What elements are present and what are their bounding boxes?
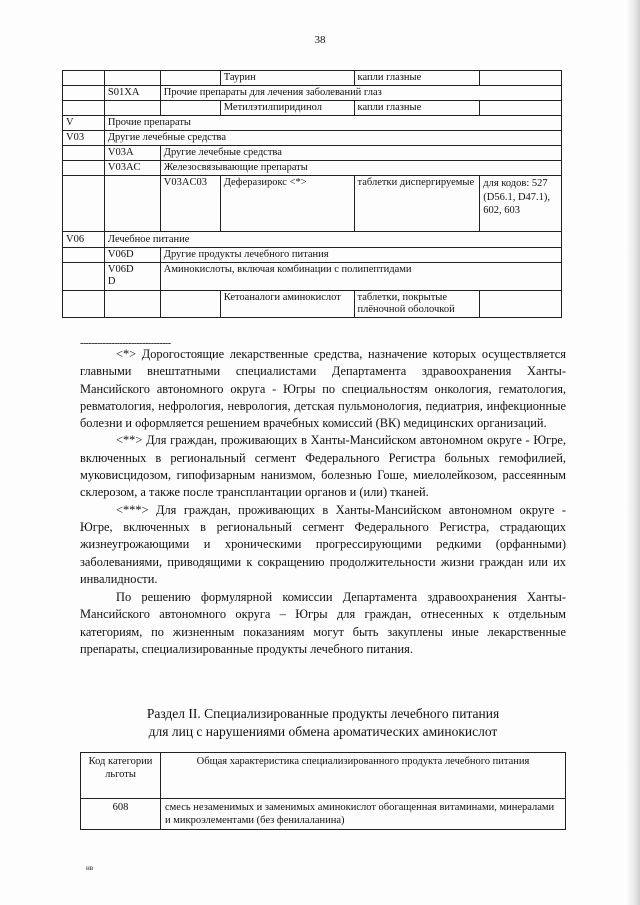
header-benefit-code: Код категории льготы (81, 753, 161, 799)
drug-form: капли глазные (354, 71, 480, 86)
drug-name: Кетоаналоги аминокислот (220, 291, 354, 318)
drug-form: таблетки, покрытые плёночной оболочкой (354, 291, 480, 318)
atc-title: Аминокислоты, включая комбинации с полипептидами (160, 263, 561, 291)
atc-code: V03 (63, 131, 105, 146)
table-row (81, 799, 566, 830)
atc-title: Прочие препараты для лечения заболеваний глаз (160, 86, 561, 101)
drug-note (480, 101, 562, 116)
table-row (63, 146, 562, 161)
footnote-1: <*> Дорогостоящие лекарственные средства, назначение которых осуществляется главными внештатными специалистами Департамента здравоохранения Ханты-Мансийского автономного округа - Югры по специальностям онкология, гематология, ревматология, нефрология, неврология, детская пульмонология, педиатрия, инфекционные болезни и оформляется решением врачебных комиссий (ВК) медицинских организаций. (80, 347, 566, 431)
page-edge-shadow (626, 0, 640, 905)
table-row (63, 263, 562, 291)
table-row (63, 161, 562, 176)
formulary-note: По решению формулярной комиссии Департамента здравоохранения Ханты-Мансийского автономного округа – Югры для граждан, отнесенных к отдельным категориям, по жизненным показаниям могут быть закуплены иные лекарственные препараты, специализированные продукты лечебного питания. (80, 590, 566, 657)
product-description: смесь незаменимых и заменимых аминокислот обогащенная витаминами, минералами и микроэлементами (без фенилаланина) (161, 799, 566, 830)
atc-code: V06D D (104, 263, 160, 291)
table-row (63, 131, 562, 146)
drug-form: таблетки диспергируемые (354, 176, 480, 232)
section-heading-line-1: Раздел II. Специализированные продукты лечебного питания (146, 706, 500, 721)
atc-title: Другие продукты лечебного питания (160, 248, 561, 263)
drug-note (480, 291, 562, 318)
atc-code: V06D (104, 248, 160, 263)
benefit-code: 608 (81, 799, 161, 830)
table-row (63, 248, 562, 263)
drug-note: для кодов: 527 (D56.1, D47.1), 602, 603 (480, 176, 562, 232)
atc-title: Другие лечебные средства (160, 146, 561, 161)
section-heading (80, 705, 566, 740)
atc-code: V03AC (104, 161, 160, 176)
footnote-3: <***> Для граждан, проживающих в Ханты-Мансийском автономном округе - Югре, включенных в региональный сегмент Федерального Регистра, страдающих жизнеугрожающими и хроническими прогрессирующими редкими (орфанными) заболеваниями, приводящими к сокращению продолжительности жизни граждан или их инвалидности. (80, 502, 566, 586)
atc-title: Другие лечебные средства (104, 131, 561, 146)
table-row (63, 86, 562, 101)
page-number: 38 (314, 34, 326, 46)
table-row (63, 176, 562, 232)
atc-code: S01XA (104, 86, 160, 101)
footnote-separator: -------------------------------- (80, 338, 171, 349)
atc-code: V06 (63, 232, 105, 248)
atc-title: Прочие препараты (104, 116, 561, 131)
atc-code: V03A (104, 146, 160, 161)
drug-name: Деферазирокс <*> (220, 176, 354, 232)
footnotes (80, 346, 566, 658)
table-row (63, 101, 562, 116)
footer-mark: нв (86, 864, 94, 872)
table-header-row (81, 753, 566, 799)
table-row (63, 232, 562, 248)
drug-name: Таурин (220, 71, 354, 86)
section-heading-line-2: для лиц с нарушениями обмена ароматических аминокислот (148, 723, 498, 739)
atc-code: V (63, 116, 105, 131)
drug-form: капли глазные (354, 101, 480, 116)
atc-title: Лечебное питание (104, 232, 561, 248)
table-row (63, 71, 562, 86)
atc-title: Железосвязывающие препараты (160, 161, 561, 176)
table-row (63, 291, 562, 318)
drug-name: Метилэтилпиридинол (220, 101, 354, 116)
atc-code: V03AC03 (160, 176, 220, 232)
table-row (63, 116, 562, 131)
footnote-2: <**> Для граждан, проживающих в Ханты-Мансийском автономном округе - Югре, включенных в региональный сегмент Федерального Регистра больных гемофилией, муковисцидозом, гипофизарным нанизмом, болезнью Гоше, миелолейкозом, рассеянным склерозом, а также после трансплантации органов и (или) тканей. (80, 433, 566, 500)
drug-list-table (62, 70, 562, 318)
header-product-description: Общая характеристика специализированного продукта лечебного питания (161, 753, 566, 799)
drug-note (480, 71, 562, 86)
nutrition-products-table (80, 752, 566, 830)
